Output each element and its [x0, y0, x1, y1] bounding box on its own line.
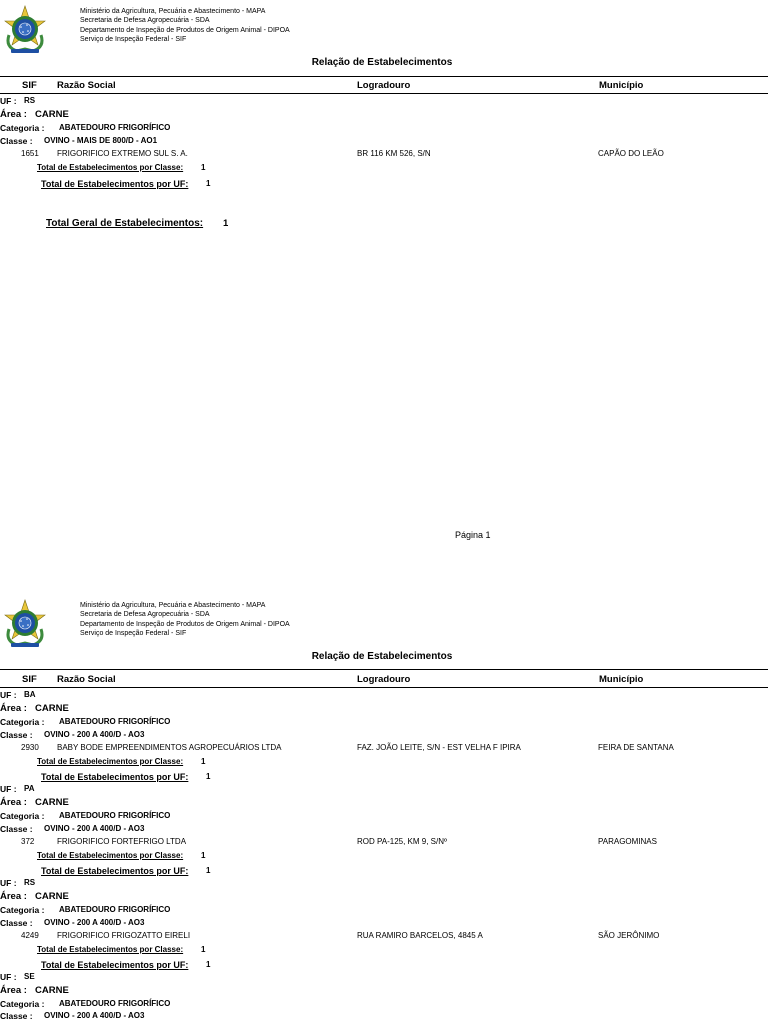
categoria-value: ABATEDOURO FRIGORÍFICO	[59, 905, 171, 914]
header-line-ministry: Ministério da Agricultura, Pecuária e Abastecimento - MAPA	[80, 8, 266, 15]
sif-value: 1651	[21, 149, 39, 158]
area-row	[0, 985, 768, 998]
classe-value: OVINO - 200 A 400/D - AO3	[44, 824, 145, 833]
total-classe-row	[0, 945, 768, 958]
area-value: CARNE	[35, 109, 69, 120]
logradouro-value: BR 116 KM 526, S/N	[357, 149, 431, 158]
municipio-value: FEIRA DE SANTANA	[598, 743, 674, 752]
classe-value: OVINO - MAIS DE 800/D - AO1	[44, 136, 158, 145]
area-row	[0, 109, 768, 122]
sif-value: 372	[21, 837, 35, 846]
header-line-department: Departamento de Inspeção de Produtos de Origem Animal - DIPOA	[80, 26, 290, 34]
categoria-value: ABATEDOURO FRIGORÍFICO	[59, 811, 171, 820]
area-row	[0, 797, 768, 810]
municipio-value: PARAGOMINAS	[598, 837, 657, 846]
total-geral-row	[0, 218, 768, 233]
categoria-label: Categoria :	[0, 123, 45, 133]
area-label: Área :	[0, 703, 27, 714]
sif-value: 2930	[21, 743, 39, 752]
razao-social-value: FRIGORIFICO EXTREMO SUL S. A.	[57, 149, 188, 158]
header-lines	[80, 601, 290, 638]
total-classe-row	[0, 163, 768, 176]
classe-value: OVINO - 200 A 400/D - AO3	[44, 730, 145, 739]
uf-label: UF :	[0, 784, 17, 794]
header-rule-top	[0, 669, 768, 670]
total-uf-label: Total de Estabelecimentos por UF:	[41, 772, 189, 782]
header-line-service: Serviço de Inspeção Federal - SIF	[80, 629, 187, 637]
col-header-logradouro: Logradouro	[357, 80, 411, 91]
categoria-row	[0, 905, 768, 918]
uf-row	[0, 690, 768, 703]
header-rule-bottom	[0, 93, 768, 94]
uf-value: RS	[24, 878, 36, 887]
col-header-razao-social: Razão Social	[57, 674, 116, 685]
header-lines	[80, 7, 290, 44]
total-classe-label: Total de Estabelecimentos por Classe:	[37, 163, 184, 172]
razao-social-value: FRIGORIFICO FRIGOZATTO EIRELI	[57, 931, 191, 940]
municipio-value: SÃO JERÔNIMO	[598, 931, 660, 940]
sif-value: 4249	[21, 931, 39, 940]
col-header-municipio: Município	[599, 674, 644, 685]
uf-label: UF :	[0, 878, 17, 888]
classe-label: Classe :	[0, 824, 33, 834]
header-line-ministry: Ministério da Agricultura, Pecuária e Abastecimento - MAPA	[80, 602, 266, 609]
classe-row	[0, 1011, 768, 1024]
area-label: Área :	[0, 797, 27, 808]
logradouro-value: FAZ. JOÃO LEITE, S/N - EST VELHA F IPIRA	[357, 743, 521, 752]
categoria-row	[0, 717, 768, 730]
header-rule-bottom	[0, 687, 768, 688]
classe-row	[0, 918, 768, 931]
header-rule-top	[0, 76, 768, 77]
area-value: CARNE	[35, 985, 69, 996]
total-classe-value: 1	[201, 163, 206, 172]
col-header-razao-social: Razão Social	[57, 80, 116, 91]
uf-value: PA	[24, 784, 35, 793]
establishment-row	[0, 149, 768, 162]
establishment-row	[0, 837, 768, 850]
razao-social-value: BABY BODE EMPREENDIMENTOS AGROPECUÁRIOS LTDA	[57, 743, 282, 752]
total-classe-value: 1	[201, 945, 206, 954]
total-uf-value: 1	[206, 772, 211, 781]
total-classe-value: 1	[201, 757, 206, 766]
uf-value: BA	[24, 690, 36, 699]
total-uf-value: 1	[206, 866, 211, 875]
establishment-row	[0, 931, 768, 944]
total-uf-label: Total de Estabelecimentos por UF:	[41, 960, 189, 970]
total-geral-label: Total Geral de Estabelecimentos:	[46, 218, 204, 229]
categoria-value: ABATEDOURO FRIGORÍFICO	[59, 717, 171, 726]
brazil-coat-of-arms-icon	[3, 599, 47, 653]
area-value: CARNE	[35, 703, 69, 714]
categoria-label: Categoria :	[0, 717, 45, 727]
classe-value: OVINO - 200 A 400/D - AO3	[44, 918, 145, 927]
total-uf-value: 1	[206, 179, 211, 188]
classe-row	[0, 824, 768, 837]
header-line-department: Departamento de Inspeção de Produtos de Origem Animal - DIPOA	[80, 620, 290, 628]
categoria-value: ABATEDOURO FRIGORÍFICO	[59, 123, 171, 132]
col-header-sif: SIF	[22, 80, 37, 91]
total-classe-label: Total de Estabelecimentos por Classe:	[37, 757, 184, 766]
classe-row	[0, 730, 768, 743]
classe-label: Classe :	[0, 1011, 33, 1021]
uf-label: UF :	[0, 690, 17, 700]
municipio-value: CAPÃO DO LEÃO	[598, 149, 664, 158]
col-header-logradouro: Logradouro	[357, 674, 411, 685]
razao-social-value: FRIGORIFICO FORTEFRIGO LTDA	[57, 837, 187, 846]
uf-row	[0, 972, 768, 985]
total-classe-label: Total de Estabelecimentos por Classe:	[37, 851, 184, 860]
area-label: Área :	[0, 109, 27, 120]
categoria-row	[0, 811, 768, 824]
report-title: Relação de Estabelecimentos	[311, 651, 453, 662]
establishment-row	[0, 743, 768, 756]
uf-value: SE	[24, 972, 35, 981]
classe-label: Classe :	[0, 918, 33, 928]
total-classe-row	[0, 757, 768, 770]
header-line-secretariat: Secretaria de Defesa Agropecuária - SDA	[80, 17, 210, 25]
total-uf-label: Total de Estabelecimentos por UF:	[41, 179, 189, 189]
area-value: CARNE	[35, 797, 69, 808]
uf-label: UF :	[0, 96, 17, 106]
total-classe-row	[0, 851, 768, 864]
classe-value: OVINO - 200 A 400/D - AO3	[44, 1011, 145, 1020]
uf-value: RS	[24, 96, 36, 105]
total-geral-value: 1	[223, 218, 229, 229]
area-row	[0, 891, 768, 904]
page-number: Página 1	[455, 530, 491, 540]
total-classe-label: Total de Estabelecimentos por Classe:	[37, 945, 184, 954]
classe-label: Classe :	[0, 730, 33, 740]
report-title: Relação de Estabelecimentos	[311, 57, 453, 68]
classe-row	[0, 136, 768, 149]
col-header-sif: SIF	[22, 674, 37, 685]
area-label: Área :	[0, 891, 27, 902]
total-uf-row	[0, 179, 768, 192]
total-uf-value: 1	[206, 960, 211, 969]
uf-label: UF :	[0, 972, 17, 982]
header-line-service: Serviço de Inspeção Federal - SIF	[80, 35, 187, 43]
total-uf-label: Total de Estabelecimentos por UF:	[41, 866, 189, 876]
categoria-row	[0, 123, 768, 136]
categoria-value: ABATEDOURO FRIGORÍFICO	[59, 999, 171, 1008]
area-label: Área :	[0, 985, 27, 996]
categoria-label: Categoria :	[0, 811, 45, 821]
uf-row	[0, 784, 768, 797]
classe-label: Classe :	[0, 136, 33, 146]
uf-row	[0, 96, 768, 109]
brazil-coat-of-arms-icon	[3, 5, 47, 59]
categoria-label: Categoria :	[0, 999, 45, 1009]
total-classe-value: 1	[201, 851, 206, 860]
report-page-2	[0, 594, 768, 1024]
categoria-label: Categoria :	[0, 905, 45, 915]
col-header-municipio: Município	[599, 80, 644, 91]
logradouro-value: ROD PA-125, KM 9, S/Nº	[357, 837, 447, 846]
uf-row	[0, 878, 768, 891]
area-row	[0, 703, 768, 716]
logradouro-value: RUA RAMIRO BARCELOS, 4845 A	[357, 931, 483, 940]
header-line-secretariat: Secretaria de Defesa Agropecuária - SDA	[80, 611, 210, 619]
area-value: CARNE	[35, 891, 69, 902]
